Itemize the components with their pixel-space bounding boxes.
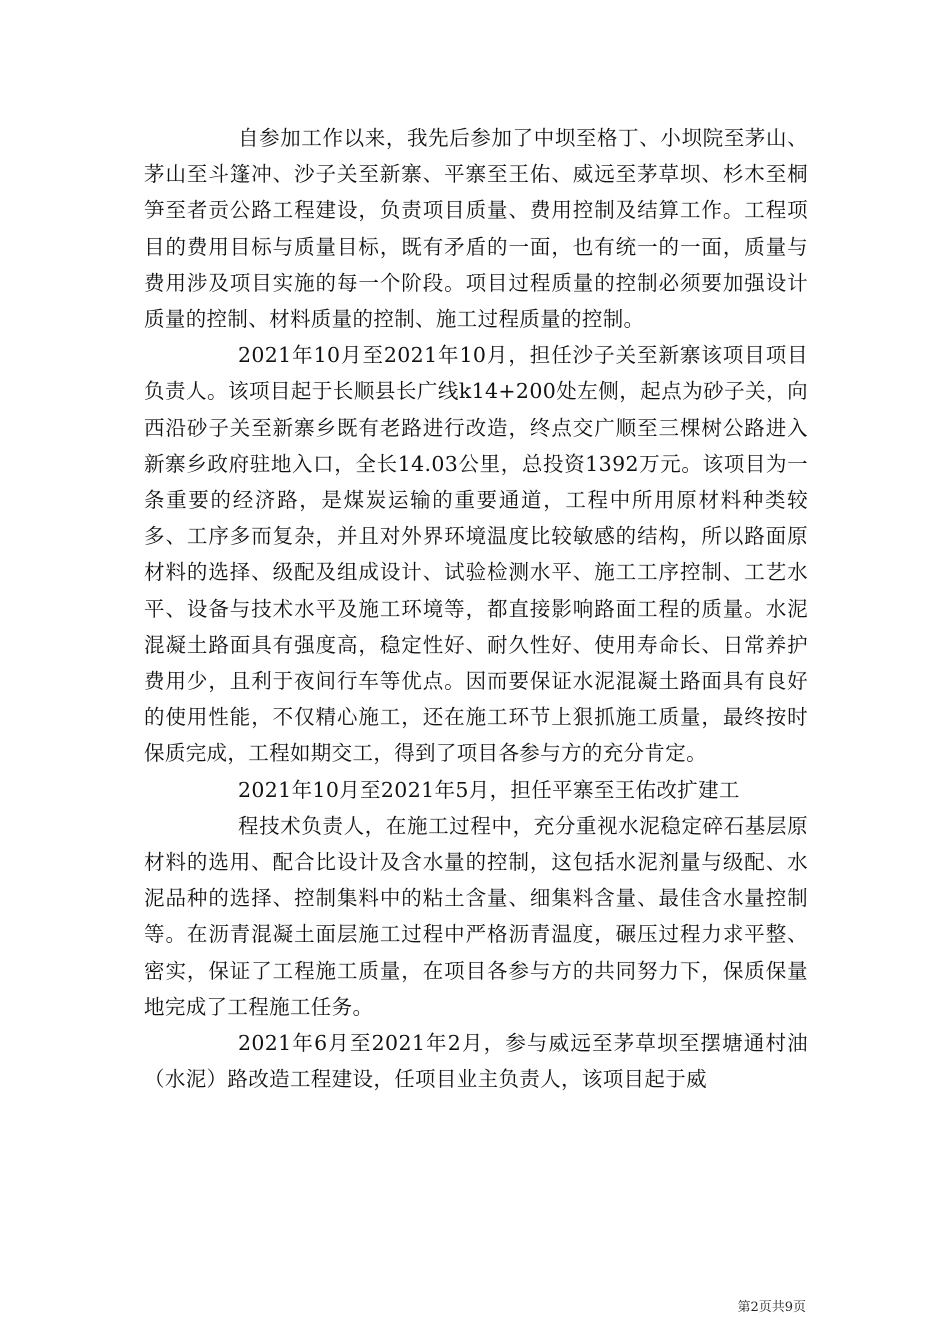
- paragraph-weiyuan-maocaoba-project: 2021年6月至2021年2月，参与威远至茅草坝至摆塘通村油（水泥）路改造工程建设，任项目业主负责人，该项目起于威: [144, 1031, 808, 1092]
- paragraph-shaziguan-xinzhai-project: 2021年10月至2021年10月，担任沙子关至新寨该项目项目负责人。该项目起于长顺县长广线k14+200处左侧，起点为砂子关，向西沿砂子关至新寨乡既有老路进行改造，终点交广顺至三棵树公路进入新寨乡政府驻地入口，全长14.03公里，总投资1392万元。该项目为一条重要的经济路，是煤炭运输的重要通道，工程中所用原材料种类较多、工序多而复杂，并且对外界环境温度比较敏感的结构，所以路面原材料的选择、级配及组成设计、试验检测水平、施工工序控制、工艺水平、设备与技术水平及施工环境等，都直接影响路面工程的质量。水泥混凝土路面具有强度高，稳定性好、耐久性好、使用寿命长、日常养护费用少，且利于夜间行车等优点。因而要保证水泥混凝土路面具有良好的使用性能，不仅精心施工，还在施工环节上狠抓施工质量，最终按时保质完成，工程如期交工，得到了项目各参与方的充分肯定。: [144, 343, 808, 766]
- paragraph-work-overview: 自参加工作以来，我先后参加了中坝至格丁、小坝院至茅山、茅山至斗篷冲、沙子关至新寨、平寨至王佑、威远至茅草坝、杉木至桐笋至者贡公路工程建设，负责项目质量、费用控制及结算工作。工程项目的费用目标与质量目标，既有矛盾的一面，也有统一的一面，质量与费用涉及项目实施的每一个阶段。项目过程质量的控制必须要加强设计质量的控制、材料质量的控制、施工过程质量的控制。: [144, 126, 808, 332]
- document-body: [144, 120, 808, 1097]
- paragraph-pingzhai-wangyou-heading: 2021年10月至2021年5月，担任平寨至王佑改扩建工: [238, 777, 740, 802]
- page-number: 第2页共9页: [737, 1300, 806, 1315]
- paragraph-pingzhai-wangyou-details: 程技术负责人，在施工过程中，充分重视水泥稳定碎石基层原材料的选用、配合比设计及含水量的控制，这包括水泥剂量与级配、水泥品种的选择、控制集料中的粘土含量、细集料含量、最佳含水量控制等。在沥青混凝土面层施工过程中严格沥青温度，碾压过程力求平整、密实，保证了工程施工质量，在项目各参与方的共同努力下，保质保量地完成了工程施工任务。: [144, 813, 808, 1019]
